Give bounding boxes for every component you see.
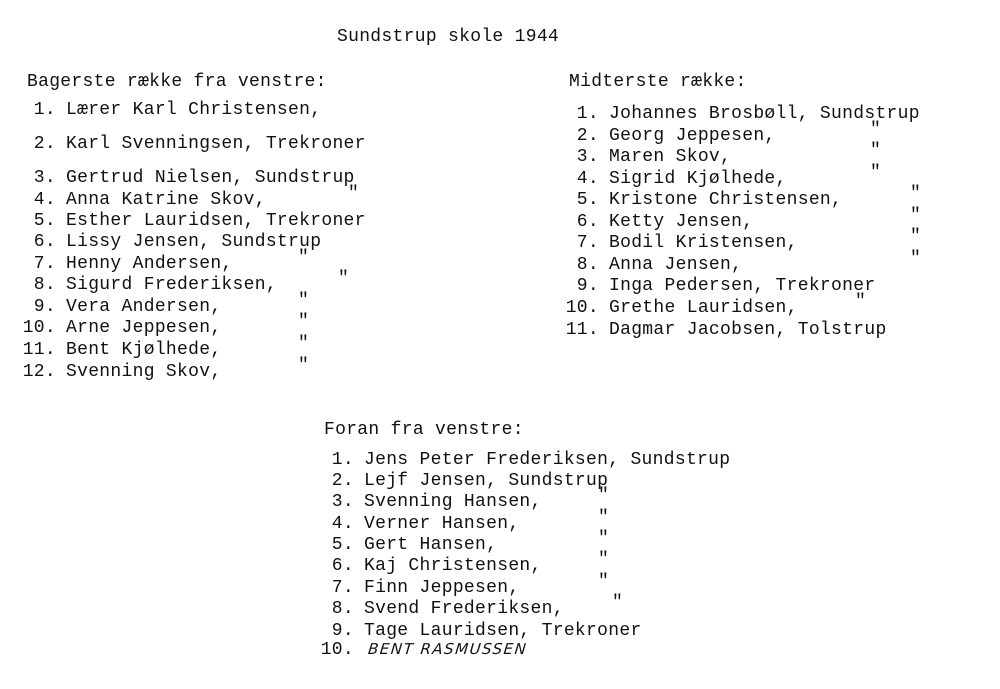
person-name: Gertrud Nielsen, Sundstrup [66, 168, 355, 188]
person-name: Tage Lauridsen, Trekroner [364, 621, 642, 641]
ditto-mark: " [910, 249, 922, 269]
back-row-item [10, 134, 366, 154]
ditto-mark: " [298, 248, 310, 268]
middle-row-item [553, 126, 776, 146]
back-row-item [10, 254, 233, 274]
ditto-mark: " [870, 163, 882, 183]
item-number: 4. [33, 190, 56, 210]
ditto-mark: " [870, 120, 882, 140]
item-number: 5. [331, 535, 354, 555]
person-name: Svend Frederiksen, [364, 599, 564, 619]
ditto-mark: " [855, 292, 867, 312]
item-number: 1. [33, 100, 56, 120]
person-name: Sigurd Frederiksen, [66, 275, 277, 295]
middle-row-item [553, 298, 798, 318]
middle-row-item [553, 255, 742, 275]
item-number: 2. [576, 126, 599, 146]
ditto-mark: " [598, 550, 610, 570]
handwritten-name: BENT RASMUSSEN [367, 640, 529, 658]
person-name: Bodil Kristensen, [609, 233, 798, 253]
person-name: Vera Andersen, [66, 297, 222, 317]
item-number: 10. [22, 318, 56, 338]
person-name: Lærer Karl Christensen, [66, 100, 322, 120]
middle-row-item [553, 147, 731, 167]
back-row-item [10, 211, 366, 231]
ditto-mark: " [598, 572, 610, 592]
person-name: Bent Kjølhede, [66, 340, 222, 360]
back-row-item [10, 100, 321, 120]
person-name: Dagmar Jacobsen, Tolstrup [609, 320, 887, 340]
person-name: Kaj Christensen, [364, 556, 542, 576]
back-row-item [10, 275, 277, 295]
back-row-item [10, 168, 355, 188]
middle-row-item [553, 320, 887, 340]
middle-row-item [553, 190, 842, 210]
item-number: 5. [33, 211, 56, 231]
item-number: 12. [22, 362, 56, 382]
ditto-mark: " [338, 269, 350, 289]
page-title: Sundstrup skole 1944 [337, 27, 560, 47]
ditto-mark: " [298, 291, 310, 311]
front-row-item [308, 599, 564, 619]
item-number: 3. [33, 168, 56, 188]
person-name: Karl Svenningsen, Trekroner [66, 134, 366, 154]
person-name: Inga Pedersen, Trekroner [609, 276, 876, 296]
item-number: 10. [565, 298, 599, 318]
item-number: 6. [576, 212, 599, 232]
ditto-mark: " [910, 206, 922, 226]
person-name: Jens Peter Frederiksen, Sundstrup [364, 450, 731, 470]
person-name: Georg Jeppesen, [609, 126, 776, 146]
item-number: 11. [565, 320, 599, 340]
item-number: 8. [576, 255, 599, 275]
ditto-mark: " [298, 312, 310, 332]
item-number: 7. [331, 578, 354, 598]
ditto-mark: " [910, 184, 922, 204]
person-name: Ketty Jensen, [609, 212, 754, 232]
ditto-mark: " [298, 356, 310, 376]
ditto-mark: " [612, 593, 624, 613]
ditto-mark: " [598, 508, 610, 528]
person-name: Verner Hansen, [364, 514, 520, 534]
back-row-item [10, 340, 221, 360]
person-name: Anna Jensen, [609, 255, 743, 275]
middle-row-heading: Midterste række: [569, 72, 747, 92]
ditto-mark: " [910, 227, 922, 247]
back-row-item [10, 232, 321, 252]
person-name: Grethe Lauridsen, [609, 298, 798, 318]
ditto-mark: " [348, 184, 360, 204]
ditto-mark: " [870, 141, 882, 161]
item-number: 11. [22, 340, 56, 360]
back-row-heading: Bagerste række fra venstre: [27, 72, 327, 92]
item-number: 3. [576, 147, 599, 167]
person-name: Esther Lauridsen, Trekroner [66, 211, 366, 231]
ditto-mark: " [598, 486, 610, 506]
person-name: Sigrid Kjølhede, [609, 169, 787, 189]
back-row-item [10, 190, 266, 210]
item-number: 9. [576, 276, 599, 296]
item-number: 8. [33, 275, 56, 295]
item-number: 6. [331, 556, 354, 576]
item-number: 8. [331, 599, 354, 619]
person-name: Maren Skov, [609, 147, 732, 167]
item-number: 10. [320, 640, 354, 660]
middle-row-item [553, 104, 920, 124]
person-name: Finn Jeppesen, [364, 578, 520, 598]
front-row-item [308, 492, 542, 512]
middle-row-item [553, 169, 787, 189]
front-row-item-handwritten [308, 640, 527, 660]
person-name: Gert Hansen, [364, 535, 498, 555]
item-number: 9. [331, 621, 354, 641]
middle-row-item [553, 212, 753, 232]
item-number: 4. [331, 514, 354, 534]
item-number: 2. [33, 134, 56, 154]
item-number: 3. [331, 492, 354, 512]
front-row-item [308, 578, 519, 598]
front-row-item [308, 514, 519, 534]
back-row-item [10, 318, 221, 338]
item-number: 1. [331, 450, 354, 470]
item-number: 7. [576, 233, 599, 253]
person-name: Lejf Jensen, Sundstrup [364, 471, 609, 491]
item-number: 9. [33, 297, 56, 317]
middle-row-item [553, 233, 798, 253]
person-name: Henny Andersen, [66, 254, 233, 274]
back-row-item [10, 362, 221, 382]
person-name: Lissy Jensen, Sundstrup [66, 232, 322, 252]
front-row-item [308, 535, 497, 555]
front-row-item [308, 556, 542, 576]
person-name: Johannes Brosbøll, Sundstrup [609, 104, 920, 124]
item-number: 6. [33, 232, 56, 252]
front-row-item [308, 450, 730, 470]
person-name: Kristone Christensen, [609, 190, 843, 210]
front-row-item [308, 471, 608, 491]
item-number: 1. [576, 104, 599, 124]
item-number: 4. [576, 169, 599, 189]
back-row-item [10, 297, 221, 317]
item-number: 5. [576, 190, 599, 210]
person-name: Svenning Skov, [66, 362, 222, 382]
ditto-mark: " [598, 529, 610, 549]
ditto-mark: " [298, 334, 310, 354]
front-row-heading: Foran fra venstre: [324, 420, 524, 440]
person-name: Arne Jeppesen, [66, 318, 222, 338]
front-row-item [308, 621, 642, 641]
item-number: 7. [33, 254, 56, 274]
item-number: 2. [331, 471, 354, 491]
person-name: Anna Katrine Skov, [66, 190, 266, 210]
middle-row-item [553, 276, 875, 296]
person-name: Svenning Hansen, [364, 492, 542, 512]
